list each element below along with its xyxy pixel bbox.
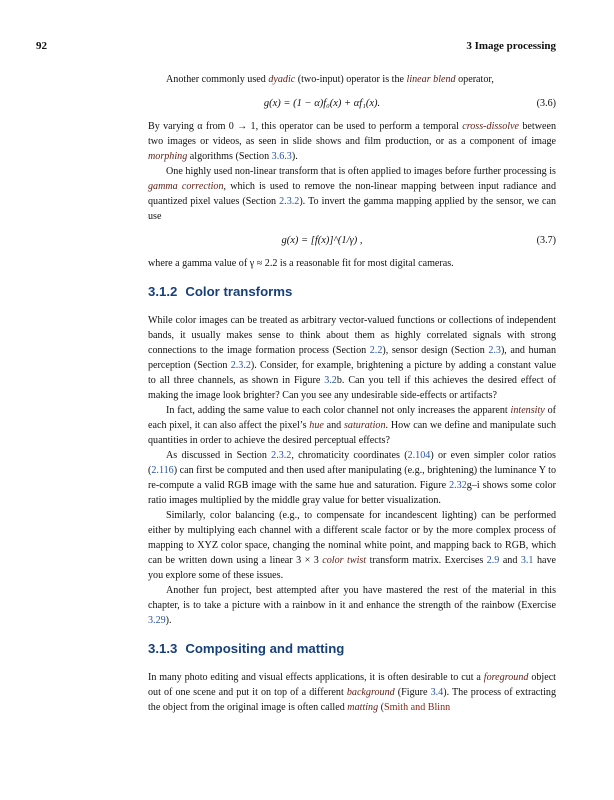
exercise-link[interactable]: 3.1: [520, 555, 534, 566]
equation-number: (3.7): [536, 235, 556, 246]
paragraph-cross-dissolve: By varying α from 0 → 1, this operator can be used to perform a temporal cross-dissolve between two images or videos, as seen in slide shows and film production, or as a component of image morphing algorithms (Section 3.6.3).: [148, 121, 556, 162]
paragraph-gamma-value: where a gamma value of γ ≈ 2.2 is a reasonable fit for most digital cameras.: [148, 258, 454, 269]
equation-link[interactable]: 2.104: [407, 450, 431, 461]
page-body: [148, 72, 556, 715]
paragraph-color-2: In fact, adding the same value to each color channel not only increases the apparent intensity of each pixel, it can also affect the pixel’s hue and saturation. How can we define and manipulate such quantities in order to achieve the desired perceptual effects?: [148, 405, 557, 446]
exercise-link[interactable]: 2.9: [486, 555, 500, 566]
equation-link[interactable]: 2.116: [151, 465, 174, 476]
section-link[interactable]: 2.3.2: [271, 450, 292, 461]
running-header: [36, 40, 556, 58]
equation-number: (3.6): [536, 98, 556, 109]
section-heading-color-transforms: 3.1.2 Color transforms: [148, 284, 293, 299]
section-link[interactable]: 2.2: [369, 345, 383, 356]
paragraph-gamma-correction: One highly used non-linear transform that is often applied to images before further processing is gamma correction, which is used to remove the non-linear mapping between input radiance and quantized pixel values (Section 2.3.2). To invert the gamma mapping applied by the sensor, we can use: [148, 166, 557, 222]
section-link[interactable]: 2.3.2: [279, 196, 300, 207]
equation-3-7: [148, 230, 556, 252]
chapter-title: 3 Image processing: [466, 40, 556, 52]
equation-formula: g(x) = [f(x)]^(1/γ) ,: [281, 235, 363, 246]
page-number: 92: [36, 40, 47, 52]
paragraph-color-5: Another fun project, best attempted after you have mastered the rest of the material in this chapter, is to take a picture with a rainbow in it and enhance the strength of the rainbow (Exercise 3.29).: [148, 585, 556, 626]
figure-link[interactable]: 2.32: [449, 480, 467, 491]
figure-link[interactable]: 3.2: [324, 375, 337, 386]
section-link[interactable]: 3.6.3: [271, 151, 292, 162]
paragraph-matting: In many photo editing and visual effects applications, it is often desirable to cut a foreground object out of one scene and put it on top of a different background (Figure 3.4). The process of extracting the object from the original image is often called matting (Smith and Blinn: [148, 672, 556, 713]
exercise-link[interactable]: 3.29: [148, 615, 166, 626]
paragraph-color-3: As discussed in Section 2.3.2, chromaticity coordinates (2.104) or even simpler color ratios (2.116) can first be computed and then used after manipulating (e.g., brightening) the luminance Y to re-compute a valid RGB image with the same hue and saturation. Figure 2.32g–i shows some color ratio images multiplied by the middle gray value for better visualization.: [148, 450, 556, 506]
equation-formula: g(x) = (1 − α)f₀(x) + αf₁(x).: [263, 98, 381, 109]
section-link[interactable]: 2.3: [488, 345, 501, 356]
section-link[interactable]: 2.3.2: [230, 360, 251, 371]
paragraph-color-1: While color images can be treated as arbitrary vector-valued functions or collections of independent bands, it usually makes sense to think about them as highly correlated signals with strong connections to the image formation process (Section 2.2), sensor design (Section 2.3), and human perception (Section 2.3.2). Consider, for example, brightening a picture by adding a constant value to all three channels, as shown in Figure 3.2b. Can you tell if this achieves the desired effect of making the image look brighter? Can you see any undesirable side-effects or artifacts?: [148, 315, 557, 401]
section-heading-compositing: 3.1.3 Compositing and matting: [148, 641, 345, 656]
paragraph-linear-blend: Another commonly used dyadic (two-input) operator is the linear blend operator,: [166, 74, 494, 85]
equation-3-6: [148, 93, 556, 115]
citation-link[interactable]: Smith and Blinn: [384, 702, 451, 713]
paragraph-color-4: Similarly, color balancing (e.g., to compensate for incandescent lighting) can be performed either by multiplying each channel with a different scale factor or by the more complex process of mapping to XYZ color space, changing the nominal white point, and mapping back to RGB, which can be written down using a linear 3 × 3 color twist transform matrix. Exercises 2.9 and 3.1 have you explore some of these issues.: [148, 510, 556, 581]
figure-link[interactable]: 3.4: [430, 687, 444, 698]
